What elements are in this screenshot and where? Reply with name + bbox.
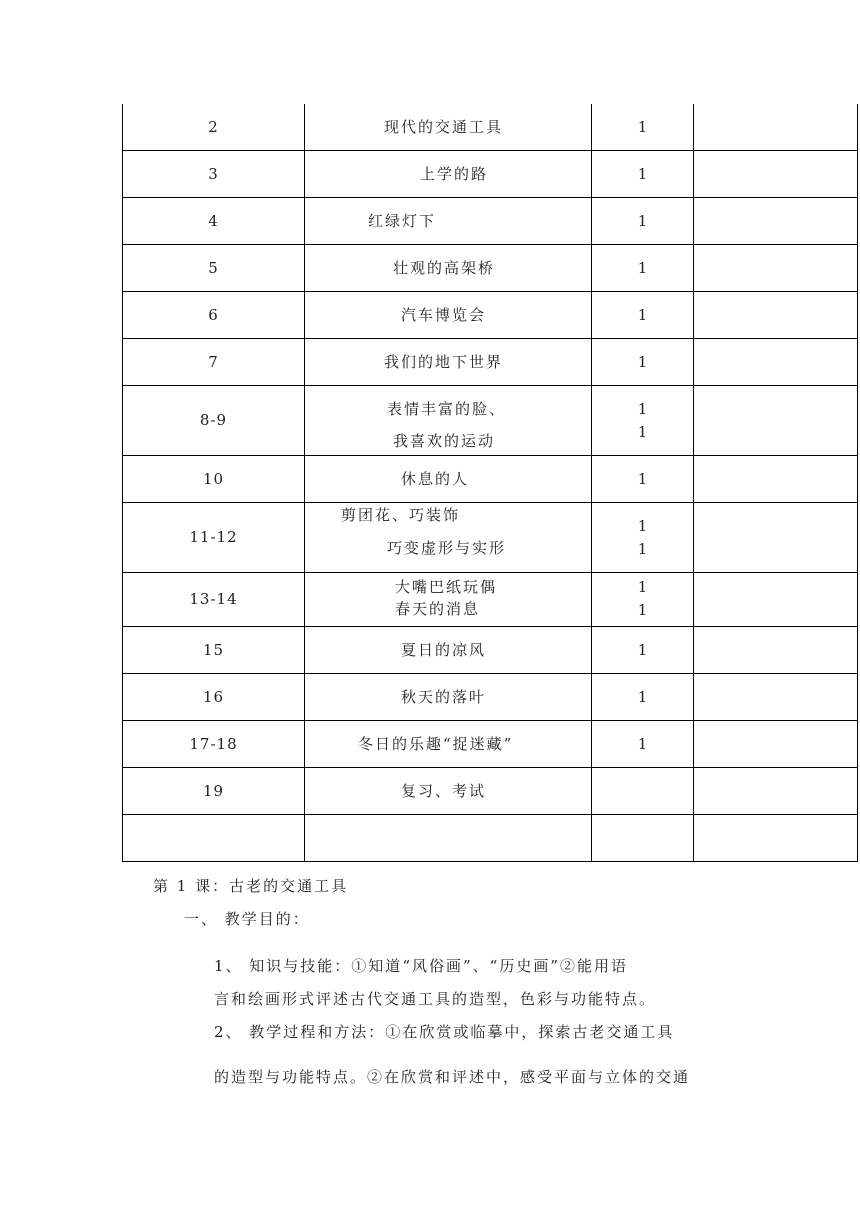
table-row (123, 455, 858, 502)
week-cell: 6 (123, 292, 305, 338)
lesson-name: 夏日的凉风 (401, 641, 487, 659)
lesson-cell (305, 456, 592, 502)
week-cell: 3 (123, 151, 305, 197)
lesson-cell (305, 292, 592, 338)
lesson-cell (305, 721, 592, 767)
hours-cell (592, 339, 694, 385)
note-cell (694, 386, 858, 455)
lesson-cell (305, 627, 592, 673)
hours-value: 1 (637, 165, 648, 183)
table-row (123, 197, 858, 244)
hours-cell (592, 627, 694, 673)
table-row (123, 720, 858, 767)
note-cell (694, 815, 858, 861)
note-cell (694, 721, 858, 767)
table-row (123, 767, 858, 814)
week-cell (123, 815, 305, 861)
hours-value: 1 (637, 641, 648, 659)
hours-cell (592, 292, 694, 338)
hours-value: 1 (637, 118, 648, 136)
week-cell: 17-18 (123, 721, 305, 767)
week-cell: 5 (123, 245, 305, 291)
paragraph-line: 1、 知识与技能：①知道“风俗画”、“历史画”②能用语 (214, 957, 628, 975)
lesson-cell (305, 503, 592, 572)
lesson-name: 壮观的高架桥 (393, 259, 496, 277)
hours-value: 1 (637, 578, 648, 596)
hours-value: 1 (637, 540, 648, 558)
hours-cell (592, 104, 694, 150)
note-cell (694, 768, 858, 814)
hours-cell (592, 198, 694, 244)
lesson-name: 我们的地下世界 (384, 353, 504, 371)
note-cell (694, 573, 858, 626)
lesson-cell (305, 104, 592, 150)
lesson-cell (305, 245, 592, 291)
lesson-name: 秋天的落叶 (401, 688, 487, 706)
lesson-name: 我喜欢的运动 (393, 432, 496, 450)
week-cell: 4 (123, 198, 305, 244)
lesson-cell (305, 151, 592, 197)
hours-value: 1 (637, 423, 648, 441)
week-cell: 11-12 (123, 503, 305, 572)
hours-value: 1 (637, 306, 648, 324)
lesson-name: 现代的交通工具 (384, 118, 504, 136)
hours-value: 1 (637, 400, 648, 418)
hours-cell (592, 245, 694, 291)
paragraph-line: 的造型与功能特点。②在欣赏和评述中，感受平面与立体的交通 (214, 1068, 691, 1086)
lesson-name: 冬日的乐趣“捉迷藏” (358, 735, 514, 753)
table-row (123, 626, 858, 673)
lesson-cell (305, 386, 592, 455)
hours-value: 1 (637, 259, 648, 277)
week-cell: 16 (123, 674, 305, 720)
note-cell (694, 245, 858, 291)
hours-value: 1 (637, 688, 648, 706)
hours-cell (592, 386, 694, 455)
week-cell: 10 (123, 456, 305, 502)
note-cell (694, 627, 858, 673)
lesson-cell (305, 339, 592, 385)
table-row (123, 502, 858, 572)
week-cell: 19 (123, 768, 305, 814)
hours-value: 1 (637, 517, 648, 535)
table-row (123, 673, 858, 720)
lesson-cell (305, 674, 592, 720)
note-cell (694, 339, 858, 385)
week-cell: 13-14 (123, 573, 305, 626)
hours-cell (592, 456, 694, 502)
section-heading: 一、 教学目的： (184, 910, 310, 928)
hours-value: 1 (637, 470, 648, 488)
hours-value: 1 (637, 601, 648, 619)
note-cell (694, 198, 858, 244)
lesson-name: 上学的路 (420, 165, 489, 183)
lesson-cell (305, 198, 592, 244)
week-cell: 2 (123, 104, 305, 150)
table-row (123, 291, 858, 338)
lesson-name: 红绿灯下 (368, 212, 437, 230)
lesson-cell (305, 768, 592, 814)
hours-cell (592, 674, 694, 720)
table-row (123, 814, 858, 861)
hours-cell (592, 503, 694, 572)
table-row (123, 150, 858, 197)
lesson-title: 第 1 课：古老的交通工具 (153, 877, 349, 895)
lesson-name: 大嘴巴纸玩偶 (395, 578, 498, 596)
note-cell (694, 104, 858, 150)
hours-cell (592, 151, 694, 197)
week-cell: 8-9 (123, 386, 305, 455)
hours-cell (592, 768, 694, 814)
hours-value: 1 (637, 353, 648, 371)
week-cell: 15 (123, 627, 305, 673)
lesson-name: 复习、考试 (401, 782, 487, 800)
lesson-name: 春天的消息 (395, 600, 481, 618)
note-cell (694, 503, 858, 572)
table-row (123, 104, 858, 150)
schedule-table (122, 104, 858, 862)
note-cell (694, 674, 858, 720)
hours-cell (592, 573, 694, 626)
lesson-name: 汽车博览会 (401, 306, 487, 324)
lesson-name: 剪团花、巧装饰 (341, 506, 461, 524)
lesson-cell (305, 573, 592, 626)
hours-cell (592, 721, 694, 767)
table-row (123, 385, 858, 455)
lesson-cell (305, 815, 592, 861)
note-cell (694, 151, 858, 197)
hours-value: 1 (637, 735, 648, 753)
table-row (123, 338, 858, 385)
week-cell: 7 (123, 339, 305, 385)
note-cell (694, 456, 858, 502)
hours-value: 1 (637, 212, 648, 230)
note-cell (694, 292, 858, 338)
paragraph-line: 2、 教学过程和方法：①在欣赏或临摹中，探索古老交通工具 (214, 1023, 675, 1041)
table-row (123, 244, 858, 291)
lesson-name: 休息的人 (401, 470, 470, 488)
hours-cell (592, 815, 694, 861)
lesson-name: 巧变虚形与实形 (387, 539, 507, 557)
lesson-name: 表情丰富的脸、 (387, 400, 507, 418)
paragraph-line: 言和绘画形式评述古代交通工具的造型，色彩与功能特点。 (214, 990, 657, 1008)
table-row (123, 572, 858, 626)
